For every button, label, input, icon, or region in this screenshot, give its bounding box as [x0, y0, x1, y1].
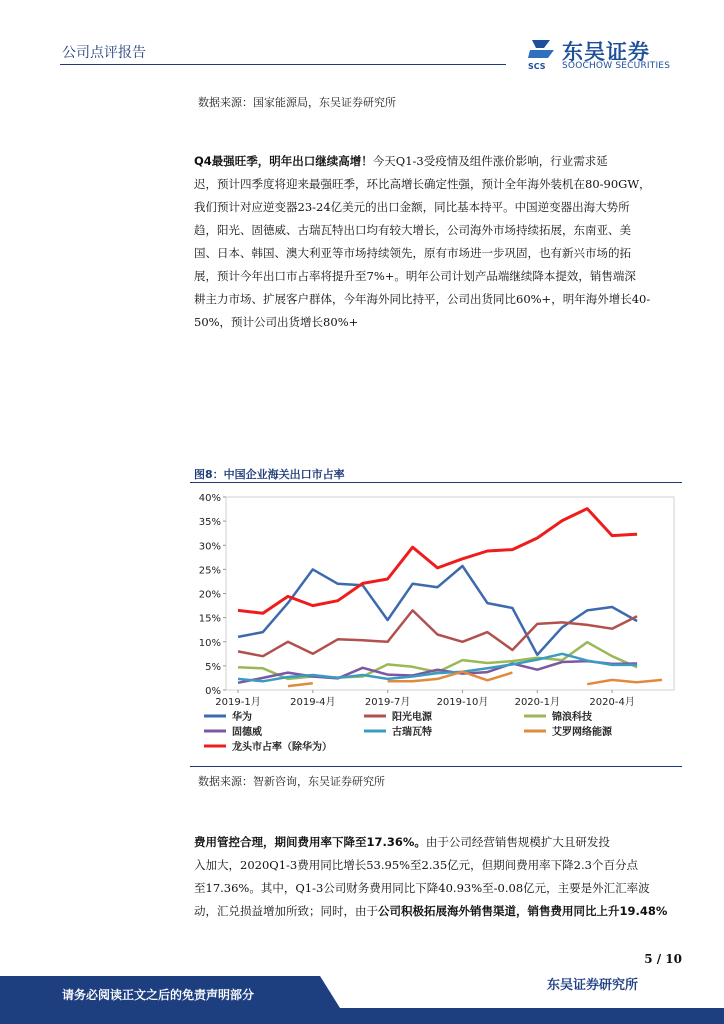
footer-company: 东吴证券研究所 [547, 978, 639, 993]
legend-label: 锦浪科技 [552, 712, 592, 723]
para2-line-4 [194, 900, 680, 923]
y-tick-label: 20% [198, 589, 221, 601]
para2-line-1 [194, 831, 680, 854]
series-line-4 [238, 654, 637, 682]
x-tick-label: 2019-1月 [215, 697, 261, 708]
para1-heading: Q4最强旺季，明年出口继续高增！ [194, 154, 373, 168]
para2-bold-tail: 公司积极拓展海外销售渠道，销售费用同比上升19.48% [378, 904, 668, 918]
para1-line-4: 趋，阳光、固德威、古瑞瓦特出口均有较大增长，公司海外市场持续拓展，东南亚、美 [194, 223, 631, 237]
series-line-5 [587, 680, 662, 684]
para1-line-2: 迟，预计四季度将迎来最强旺季，环比高增长确定性强，预计全年海外装机在80-90GW， [194, 177, 651, 191]
y-tick-label: 30% [198, 541, 221, 553]
x-tick-label: 2020-1月 [514, 697, 561, 708]
paragraph-q4-outlook [194, 150, 680, 334]
x-tick-label: 2019-4月 [290, 697, 336, 708]
series-line-6 [238, 509, 637, 614]
logo-chinese-name: 东吴证券 [562, 40, 650, 64]
brand-logo [526, 36, 676, 74]
y-tick-label: 25% [198, 565, 221, 577]
para2-text-1: 由于公司经营销售规模扩大且研发投 [425, 835, 610, 849]
plot-frame [226, 497, 674, 690]
figure-title: 图8：中国企业海关出口市占率 [194, 468, 345, 481]
para1-line-6: 展，预计今年出口市占率将提升至7%+。明年公司计划产品端继续降本提效，销售端深 [194, 269, 636, 283]
legend-label: 阳光电源 [392, 712, 432, 723]
para1-text-1: 今天Q1-3受疫情及组件涨价影响，行业需求延 [372, 154, 608, 168]
paragraph-expense-control [194, 831, 680, 923]
source-note-top: 数据来源：国家能源局，东吴证券研究所 [198, 96, 396, 109]
para2-text-4: 动，汇兑损益增加所致；同时，由于 [194, 904, 378, 918]
series-line-0 [238, 566, 637, 655]
figure-bottom-rule [190, 766, 682, 767]
legend-label: 龙头市占率（除华为） [232, 742, 332, 753]
figure-top-rule [190, 482, 682, 483]
y-tick-label: 15% [198, 613, 221, 625]
para1-line-8: 50%，预计公司出货增长80%+ [194, 315, 359, 329]
para2-heading: 费用管控合理，期间费用率下降至17.36%。 [194, 835, 426, 849]
para1-line-5: 国、日本、韩国、澳大利亚等市场持续领先，原有市场进一步巩固，也有新兴市场的拓 [194, 246, 631, 260]
logo-english-name: SOOCHOW SECURITIES [562, 61, 671, 71]
para2-line-3: 至17.36%。其中，Q1-3公司财务费用同比下降40.93%至-0.08亿元，主要是外汇汇率波 [194, 881, 650, 895]
x-tick-label: 2019-10月 [436, 697, 489, 708]
para1-line-7: 耕主力市场、扩展客户群体，今年海外同比持平，公司出货同比60%+，明年海外增长40- [194, 292, 651, 306]
report-type-title: 公司点评报告 [62, 45, 146, 61]
logo-abbr: SCS [528, 62, 546, 71]
y-tick-label: 40% [198, 493, 221, 504]
para2-line-2: 入加大，2020Q1-3费用同比增长53.95%至2.35亿元，但期间费用率下降2.3个百分点 [194, 858, 638, 872]
footer-disclaimer: 请务必阅读正文之后的免责声明部分 [62, 988, 255, 1002]
para1-line-3: 我们预计对应逆变器23-24亿美元的出口金额，同比基本持平。中国逆变器出海大势所 [194, 200, 630, 214]
footer-bottom-band [320, 1008, 724, 1024]
para1-line-1 [194, 150, 680, 173]
y-tick-label: 0% [205, 686, 221, 697]
x-tick-label: 2020-4月 [589, 697, 635, 708]
figure-source-note: 数据来源：智新咨询，东吴证券研究所 [198, 775, 385, 788]
series-line-5 [288, 683, 313, 686]
y-tick-label: 5% [205, 661, 221, 673]
legend-label: 古瑞瓦特 [392, 727, 432, 738]
page-number: 5 / 10 [644, 952, 682, 966]
x-tick-label: 2019-7月 [364, 697, 411, 708]
export-share-line-chart [190, 484, 682, 766]
y-tick-label: 35% [198, 517, 221, 529]
legend-label: 艾罗网络能源 [552, 727, 612, 738]
legend-label: 固德威 [232, 727, 262, 738]
y-tick-label: 10% [198, 637, 221, 649]
header-divider [60, 64, 506, 65]
legend-label: 华为 [232, 712, 252, 723]
